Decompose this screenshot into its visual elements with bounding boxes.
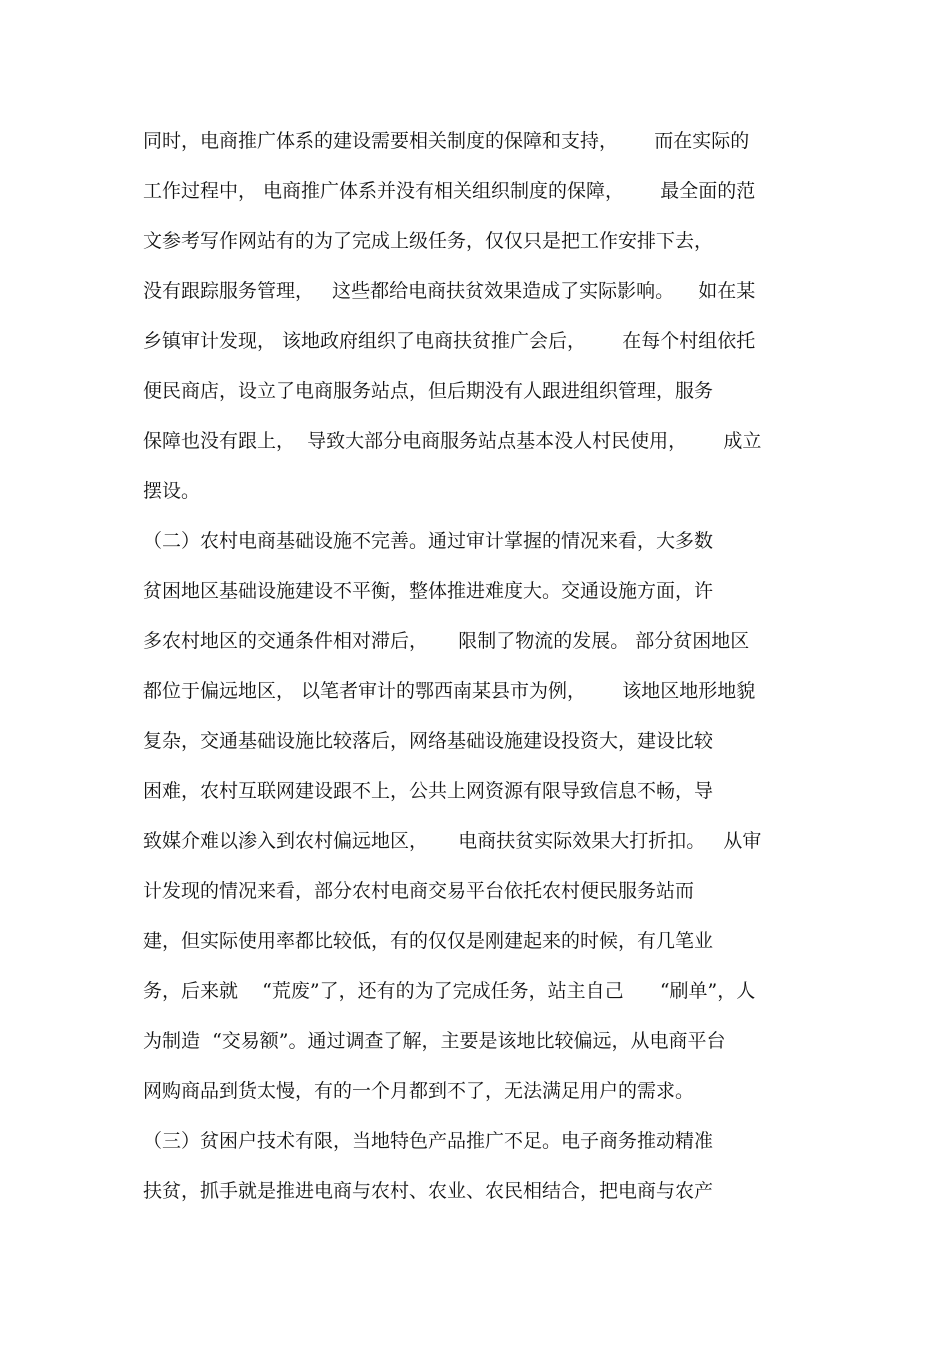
text-line: 文参考写作网站有的为了完成上级任务，仅仅只是把工作安排下去， <box>143 230 714 252</box>
text-line: 复杂，交通基础设施比较落后，网络基础设施建设投资大，建设比较 <box>143 730 714 752</box>
document-body <box>143 122 823 1222</box>
text-line: 工作过程中， 电商推广体系并没有相关组织制度的保障， 最全面的范 <box>143 180 756 202</box>
text-line: 保障也没有跟上， 导致大部分电商服务站点基本没人村民使用， 成立 <box>143 430 762 452</box>
text-line: 都位于偏远地区， 以笔者审计的鄂西南某县市为例， 该地区地形地貌 <box>143 680 756 702</box>
text-line: 多农村地区的交通条件相对滞后， 限制了物流的发展。 部分贫困地区 <box>143 630 750 652</box>
text-line: 困难，农村互联网建设跟不上，公共上网资源有限导致信息不畅，导 <box>143 780 714 802</box>
text-line: 摆设。 <box>143 480 201 502</box>
text-line: 计发现的情况来看，部分农村电商交易平台依托农村便民服务站而 <box>143 880 695 902</box>
section-heading-line: （二）农村电商基础设施不完善。通过审计掌握的情况来看，大多数 <box>143 530 714 552</box>
text-line: 务，后来就 “荒废”了，还有的为了完成任务，站主自己 “刷单”，人 <box>143 980 756 1002</box>
text-line: 扶贫，抓手就是推进电商与农村、农业、农民相结合，把电商与农产 <box>143 1180 714 1202</box>
text-line: 为制造 “交易额”。通过调查了解，主要是该地比较偏远，从电商平台 <box>143 1030 726 1052</box>
text-line: 没有跟踪服务管理， 这些都给电商扶贫效果造成了实际影响。 如在某 <box>143 280 756 302</box>
text-line: 同时，电商推广体系的建设需要相关制度的保障和支持， 而在实际的 <box>143 130 750 152</box>
section-heading-line: （三）贫困户技术有限，当地特色产品推广不足。电子商务推动精准 <box>143 1130 714 1152</box>
text-line: 贫困地区基础设施建设不平衡，整体推进难度大。交通设施方面，许 <box>143 580 714 602</box>
text-line: 建，但实际使用率都比较低，有的仅仅是刚建起来的时候，有几笔业 <box>143 930 714 952</box>
text-line: 致媒介难以渗入到农村偏远地区， 电商扶贫实际效果大打折扣。 从审 <box>143 830 762 852</box>
text-line: 乡镇审计发现， 该地政府组织了电商扶贫推广会后， 在每个村组依托 <box>143 330 756 352</box>
text-line: 网购商品到货太慢，有的一个月都到不了，无法满足用户的需求。 <box>143 1080 695 1102</box>
text-line: 便民商店，设立了电商服务站点，但后期没有人跟进组织管理，服务 <box>143 380 714 402</box>
